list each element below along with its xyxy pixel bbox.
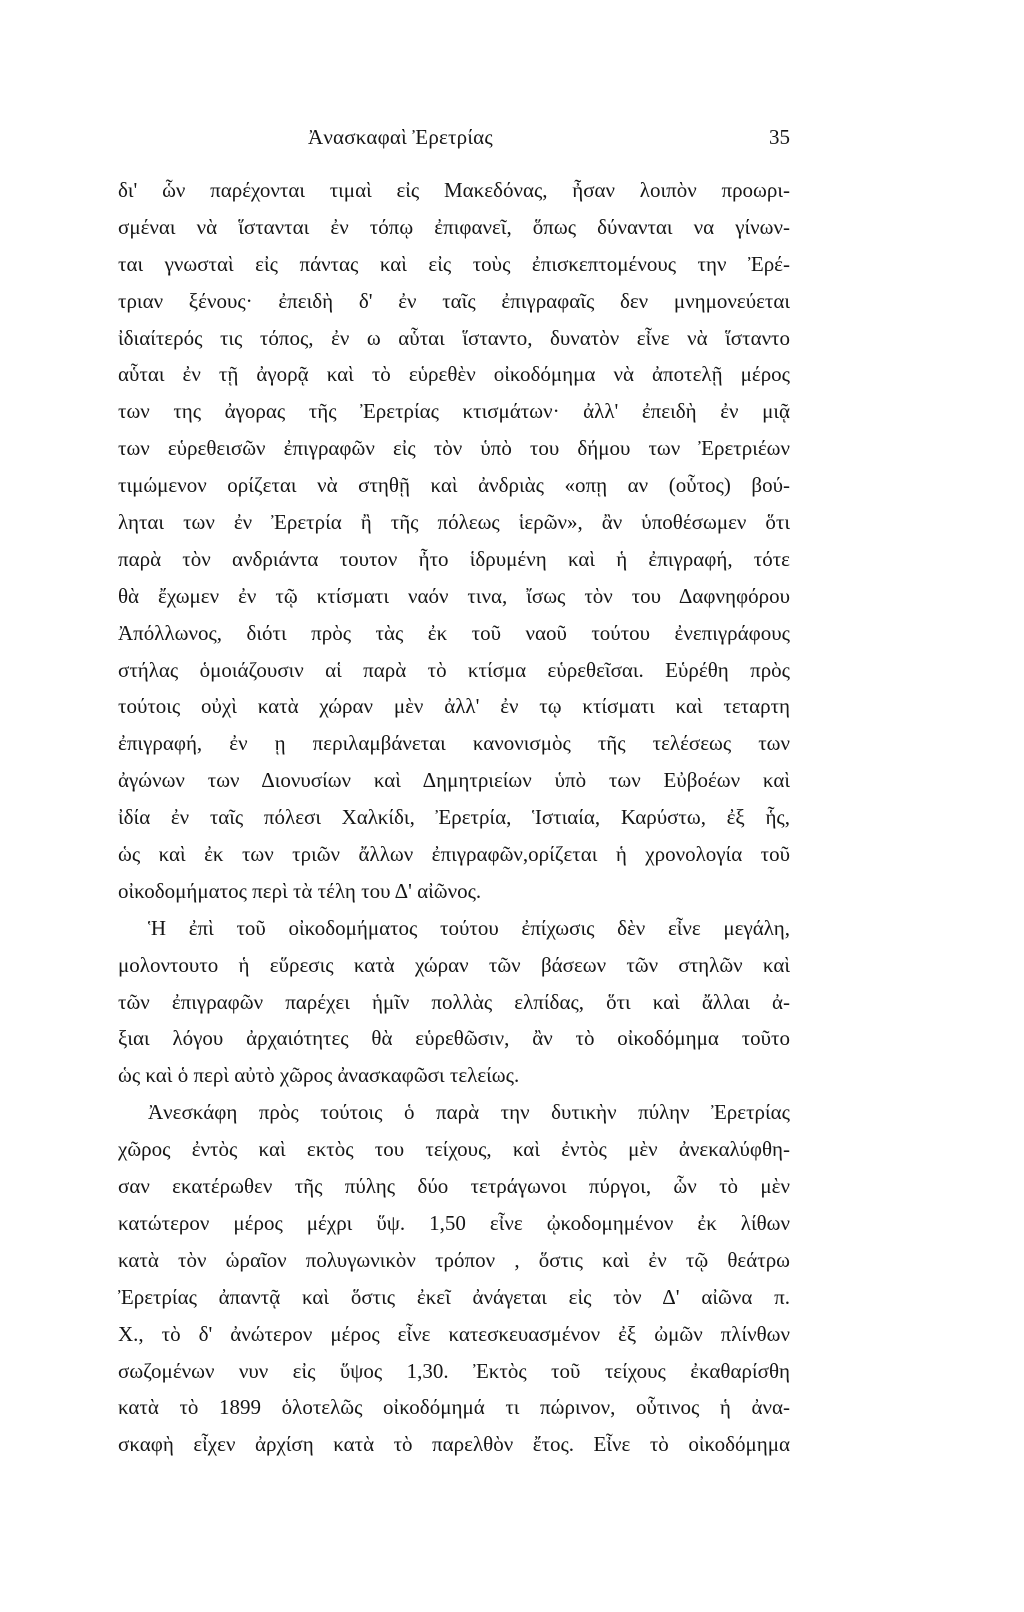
text-line: θὰ ἔχωμεν ἐν τῷ κτίσματι ναόν τινα, ἴσως τὸν του Δαφνηφόρου (118, 583, 790, 608)
text-line: Χ., τὸ δ' ἀνώτερον μέρος εἶνε κατεσκευασμένον ἐξ ὠμῶν πλίνθων (118, 1321, 790, 1346)
body-text (118, 172, 790, 1463)
text-line: ται γνωσταὶ εἰς πάντας καὶ εἰς τοὺς ἐπισκεπτομένους την Ἐρέ- (118, 251, 790, 276)
text-line: κατὰ τὸν ὡραῖον πολυγωνικὸν τρόπον , ὅστις καὶ ἐν τῷ θεάτρω (118, 1247, 790, 1272)
text-line: ξιαι λόγου ἀρχαιότητες θὰ εὑρεθῶσιν, ἂν τὸ οἰκοδόμημα τοῦτο (118, 1026, 790, 1051)
running-head (118, 124, 790, 150)
text-line: τιμώμενον ορίζεται νὰ στηθῇ καὶ ἀνδριὰς «οπῃ αν (οὗτος) βού- (118, 473, 790, 498)
text-line: χῶρος ἐντὸς καὶ εκτὸς του τείχους, καὶ ἐντὸς μὲν ἀνεκαλύφθη- (118, 1137, 790, 1162)
running-title: Ἀνασκαφαὶ Ἐρετρίας (308, 125, 493, 149)
text-line: μολοντουτο ἡ εὕρεσις κατὰ χώραν τῶν βάσεων τῶν στηλῶν καὶ (118, 952, 790, 977)
text-line: σωζομένων νυν εἰς ὕψος 1,30. Ἐκτὸς τοῦ τείχους ἐκαθαρίσθη (118, 1358, 790, 1383)
text-line: κατώτερον μέρος μέχρι ὕψ. 1,50 εἶνε ᾠκοδομημένον ἐκ λίθων (118, 1210, 790, 1235)
text-line: τούτοις οὐχὶ κατὰ χώραν μὲν ἀλλ' ἐν τῳ κτίσματι καὶ τεταρτη (118, 694, 790, 719)
page-number: 35 (769, 125, 790, 149)
text-line: σαν εκατέρωθεν τῆς πύλης δύο τετράγωνοι πύργοι, ὧν τὸ μὲν (118, 1174, 790, 1199)
text-line: σμέναι νὰ ἵστανται ἐν τόπῳ ἐπιφανεῖ, ὅπως δύνανται να γίνων- (118, 214, 790, 239)
text-line: ἐπιγραφή, ἐν ῃ περιλαμβάνεται κανονισμὸς τῆς τελέσεως των (118, 731, 790, 756)
text-line: τριαν ξένους· ἐπειδὴ δ' ἐν ταῖς ἐπιγραφαῖς δεν μνημονεύεται (118, 288, 790, 313)
paragraph (118, 172, 790, 910)
paragraph (118, 1094, 790, 1463)
text-line: Ἐρετρίας ἀπαντᾷ καὶ ὅστις ἐκεῖ ἀνάγεται εἰς τὸν Δ' αἰῶνα π. (118, 1284, 790, 1309)
text-line: ληται των ἐν Ἐρετρία ἢ τῆς πόλεως ἱερῶν», ἂν ὑποθέσωμεν ὅτι (118, 510, 790, 535)
text-line: τῶν ἐπιγραφῶν παρέχει ἡμῖν πολλὰς ελπίδας, ὅτι καὶ ἄλλαι ἀ- (118, 989, 790, 1014)
paragraph (118, 910, 790, 1094)
text-line: παρὰ τὸν ανδριάντα τουτον ἦτο ἱδρυμένη καὶ ἡ ἐπιγραφή, τότε (118, 546, 790, 571)
text-line: ὡς καὶ ἐκ των τριῶν ἄλλων ἐπιγραφῶν,ορίζεται ἡ χρονολογία τοῦ (118, 842, 790, 867)
text-line: Ἀπόλλωνος, διότι πρὸς τὰς ἐκ τοῦ ναοῦ τούτου ἐνεπιγράφους (118, 620, 790, 645)
text-line: δι' ὧν παρέχονται τιμαὶ εἰς Μακεδόνας, ἦσαν λοιπὸν προωρι- (118, 178, 790, 202)
text-line: ἰδιαίτερός τις τόπος, ἐν ω αὗται ἵσταντο, δυνατὸν εἶνε νὰ ἵσταντο (118, 325, 790, 350)
text-line: κατὰ τὸ 1899 ὁλοτελῶς οἰκοδόμημά τι πώρινον, οὗτινος ἡ ἀνα- (118, 1395, 790, 1420)
text-line: Ἀνεσκάφη πρὸς τούτοις ὁ παρὰ την δυτικὴν πύλην Ἐρετρίας (148, 1100, 790, 1125)
text-line: ἀγώνων των Διονυσίων καὶ Δημητριείων ὑπὸ των Εὐβοέων καὶ (118, 768, 790, 793)
text-line: των εὑρεθεισῶν ἐπιγραφῶν εἰς τὸν ὑπὸ του δήμου των Ἐρετριέων (118, 436, 790, 461)
text-line: αὗται ἐν τῇ ἀγορᾷ καὶ τὸ εὑρεθὲν οἰκοδόμημα νὰ ἀποτελῇ μέρος (118, 362, 790, 387)
text-line: ἰδία ἐν ταῖς πόλεσι Χαλκίδι, Ἐρετρία, Ἱστιαία, Καρύστω, ἐξ ἧς, (118, 805, 790, 830)
text-line: ὡς καὶ ὁ περὶ αὐτὸ χῶρος ἀνασκαφῶσι τελείως. (118, 1063, 520, 1088)
text-line: σκαφὴ εἶχεν ἀρχίση κατὰ τὸ παρελθὸν ἔτος. Εἶνε τὸ οἰκοδόμημα (118, 1432, 790, 1457)
text-line: στήλας ὁμοιάζουσιν αἱ παρὰ τὸ κτίσμα εὑρεθεῖσαι. Εὑρέθη πρὸς (118, 657, 790, 682)
text-line: Ἡ ἐπὶ τοῦ οἰκοδομήματος τούτου ἐπίχωσις δὲν εἶνε μεγάλη, (148, 915, 790, 940)
text-line: των της ἀγορας τῆς Ἐρετρίας κτισμάτων· ἀλλ' ἐπειδὴ ἐν μιᾷ (118, 399, 790, 424)
text-line: οἰκοδομήματος περὶ τὰ τέλη του Δ' αἰῶνος. (118, 878, 482, 903)
